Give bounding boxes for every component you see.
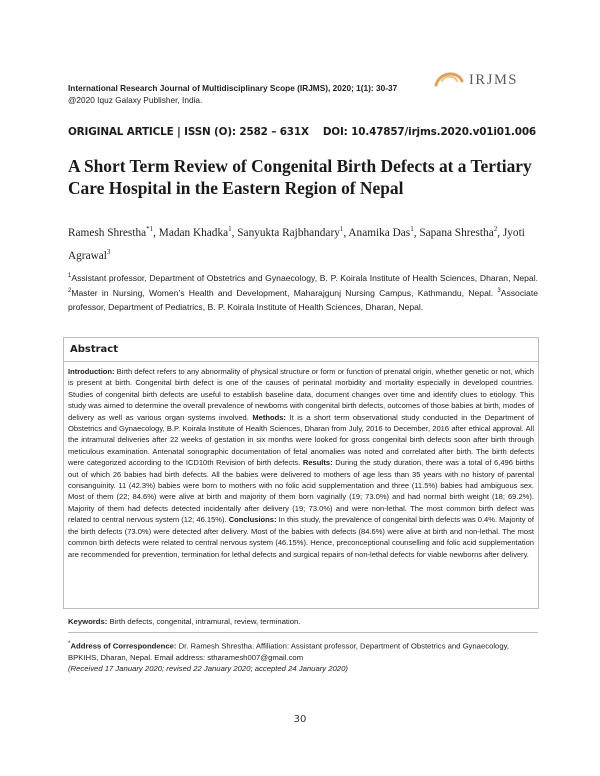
author-separator: , [343, 226, 349, 239]
affiliation-text: Associate professor, Department of Pediatrics, B. P. Koirala Institute of Health Sciences, Dharan, Nepal. [68, 288, 538, 312]
results-label: Results: [302, 458, 333, 468]
affiliation-mark: 1 [68, 273, 72, 279]
affiliations [68, 270, 538, 314]
page-number: 30 [293, 714, 307, 725]
author-list [68, 220, 538, 266]
intro-label: Introduction: [68, 367, 115, 376]
author-name: Madan Khadka [158, 226, 229, 239]
article-type: ORIGINAL ARTICLE | ISSN (O): 2582 – 631X [68, 126, 309, 138]
author-name: Jyoti Agrawal [68, 226, 525, 262]
intro-text: Birth defect refers to any abnormality of physical structure or form or function of prenatal origin, whether genetic or not, which is present at birth. Congenital birth defect is one of the causes of perinatal morbidity and mortality especially in developed countries. Studies of congenital birth defects are useful to establish baseline data, document changes over time and identify clues to etiology. This study was aimed to determine the overall prevalence of newborns with congenital birth defects, outcomes of those babies at birth, modes of delivery as well as various organ systems involved. [68, 367, 534, 422]
journal-citation: International Research Journal of Multidisciplinary Scope (IRJMS), 2020; 1(1): 30-37 [68, 83, 398, 93]
author-name: Anamika Das [348, 226, 411, 239]
author-affiliation-mark: 3 [106, 247, 111, 256]
abstract-heading: Abstract [70, 344, 119, 355]
paper-title: A Short Term Review of Congenital Birth Defects at a Tertiary Care Hospital in the Eastern Region of Nepal [68, 156, 532, 198]
correspondence [68, 638, 538, 675]
irjms-logo [432, 67, 542, 95]
author-separator: , [153, 226, 159, 239]
keywords-text: Birth defects, congenital, intramural, review, termination. [107, 617, 301, 626]
affiliation-text: Master in Nursing, Women’s Health and Development, Maharajgunj Nursing Campus, Kathmandu, Nepal. [71, 288, 498, 299]
author-affiliation-mark: 2 [493, 225, 498, 233]
abstract-divider [63, 361, 539, 362]
affiliation-mark: 2 [68, 288, 72, 295]
author-name: Sapana Shrestha [419, 226, 494, 239]
logo-mark-icon [432, 67, 466, 95]
keywords [68, 616, 538, 627]
conclusions-label: Conclusions: [228, 515, 277, 525]
keywords-divider [68, 632, 538, 633]
author-affiliation-mark: 1 [410, 225, 414, 233]
logo-text: IRJMS [469, 72, 519, 88]
author-separator: , [413, 226, 420, 239]
affiliation-mark: 3 [497, 288, 501, 295]
results-text: During the study duration, there was a total of 6,496 births out of which 26 babies had birth defects. All the babies were delivered to mothers of age less than 35 years with no history of parental consanguinity. 11 (42.3%) babies were born to mothers with no folic acid supplementation and three (11.5%) babies had ambiguous sex. Most of them (22; 84.6%) were alive at birth and majority of them born vaginally (19; 73.0%) and had normal birth weight (18; 69.2%). Majority of them had defects detected incidentally after delivery (19; 73.0%) and were non-lethal. The most common birth defect was related to central nervous system (12; 46.15%). [68, 458, 534, 525]
keywords-label: Keywords: [68, 617, 108, 626]
author-separator: , [231, 226, 238, 239]
author-affiliation-mark: 1 [339, 225, 344, 233]
abstract-body [68, 366, 534, 560]
correspondence-text: Dr. Ramesh Shrestha. Affiliation: Assistant professor, Department of Obstetrics and Gynaecology, BPKIHS, Dharan, Nepal. Email address: stharamesh007@gmail.com [68, 641, 510, 662]
affiliation-text: Assistant professor, Department of Obstetrics and Gynaecology, B. P. Koirala Institute of Health Sciences, Dharan, Nepal. [71, 272, 538, 283]
author-affiliation-mark: *1 [146, 225, 154, 233]
journal-header [68, 82, 428, 106]
author-name: Ramesh Shrestha [68, 226, 147, 239]
copyright-line: @2020 Iquz Galaxy Publisher, India. [68, 95, 203, 105]
methods-label: Methods: [252, 412, 286, 422]
methods-text: It is a short term observational study conducted in the Department of Obstetrics and Gynaecology, B.P. Koirala Institute of Health Sciences, Dharan from July, 2016 to December, 2016 after ethical approval. All the intramural deliveries after 22 weeks of gestation in six months were looked for gross congenital birth defects soon after birth through meticulous examination. Antenatal sonographic documentation of fetal anomalies was noted and correlated after birth. The birth defects were categorized according to the ICD10th Revision of birth defects. [68, 412, 535, 468]
author-name: Sanyukta Rajbhandary [237, 226, 340, 239]
author-affiliation-mark: 1 [228, 225, 232, 233]
correspondence-label: Address of Correspondence: [70, 641, 177, 651]
author-separator: , [497, 226, 503, 239]
received-dates: (Received 17 January 2020; revised 22 January 2020; accepted 24 January 2020) [68, 664, 348, 674]
doi[interactable]: DOI: 10.47857/irjms.2020.v01i01.006 [322, 126, 536, 138]
article-meta [68, 126, 538, 138]
correspondence-marker: * [68, 640, 71, 647]
conclusions-text: In this study, the prevalence of congenital birth defects was 0.4%. Majority of the birth defects (73.0%) were detected after delivery. Most of the babies with defects (84.6%) were alive at birth and non-lethal. The most common birth defects were related to central nervous system (46.15%). Hence, preconceptional counselling and folic acid supplementation are recommended for prevention, termination for lethal defects and surgical repairs of non-lethal defects for viable newborns after delivery. [68, 515, 534, 559]
